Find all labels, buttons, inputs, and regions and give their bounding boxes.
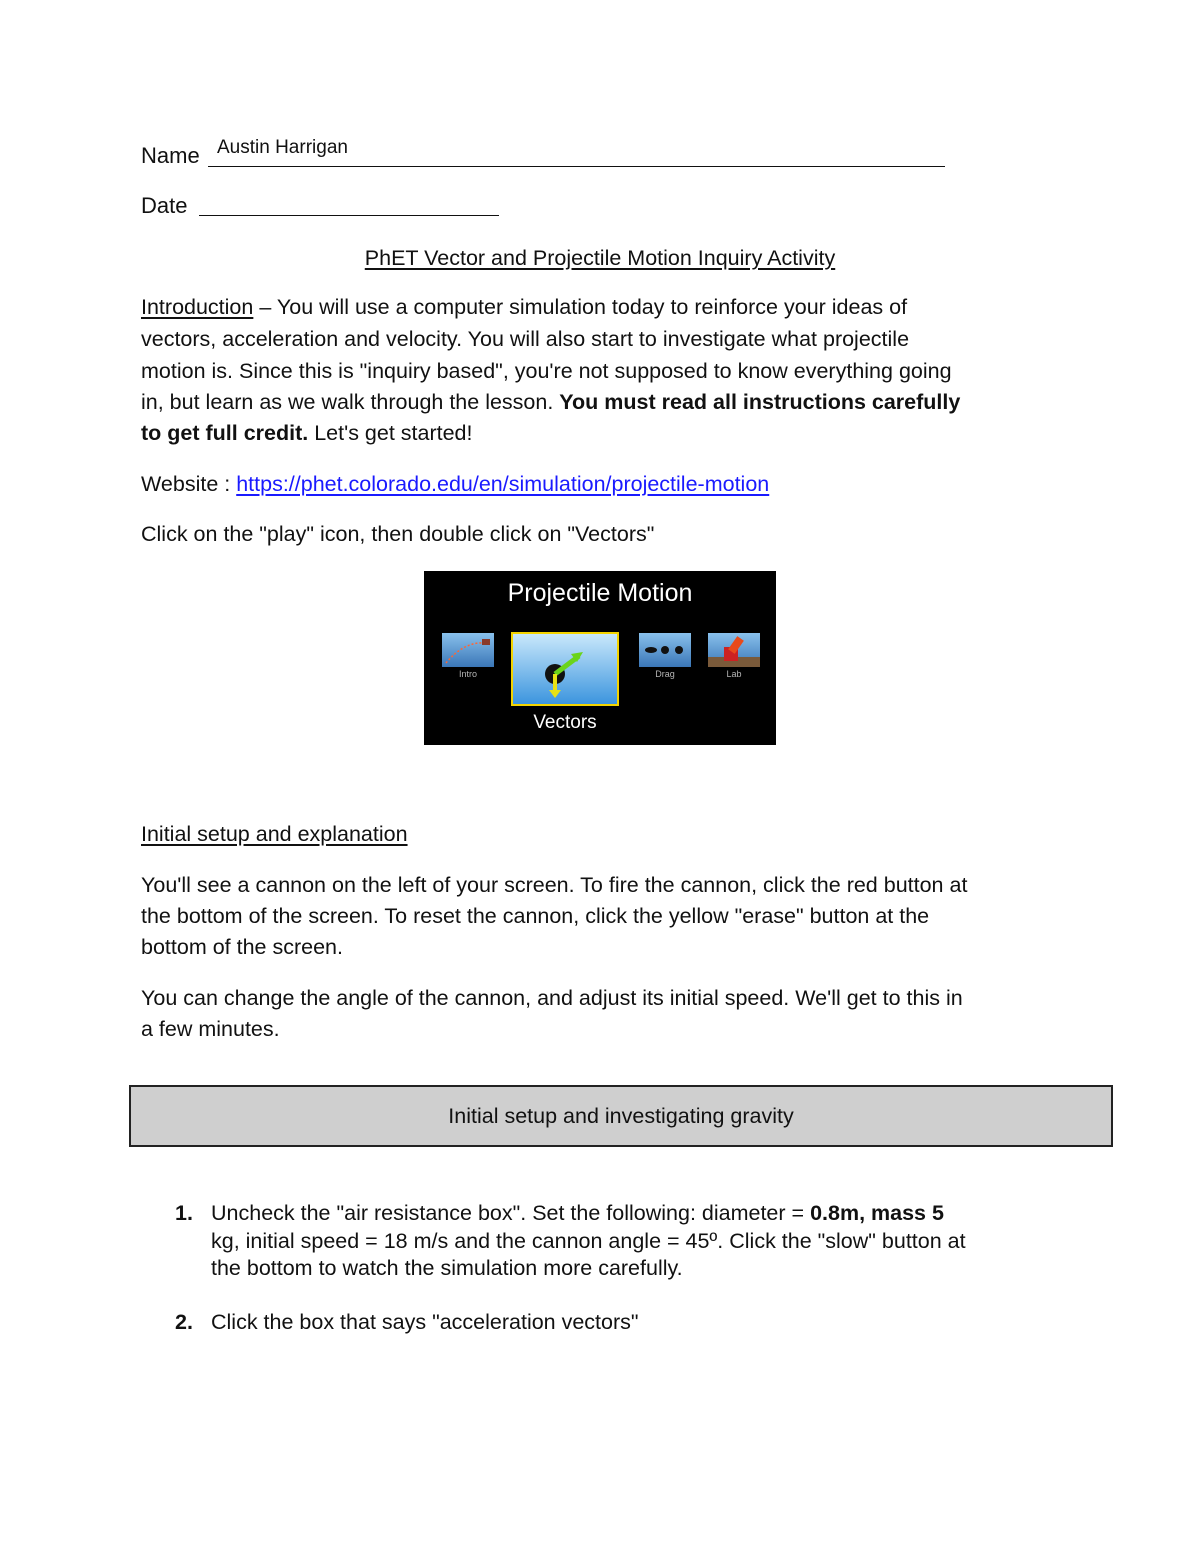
- intro-screen-label: Intro: [458, 669, 477, 679]
- click-instruction: Click on the "play" icon, then double click on "Vectors": [141, 522, 655, 546]
- step-2-line-1: Click the box that says "acceleration vectors": [211, 1310, 639, 1334]
- intro-line-1: Introduction – You will use a computer simulation today to reinforce your ideas of: [141, 295, 908, 319]
- name-underline: [208, 166, 945, 167]
- phet-screenshot: [424, 571, 776, 745]
- name-label: Name: [141, 143, 200, 168]
- intro-screen-thumbnail[interactable]: [442, 633, 494, 667]
- intro-line-3: motion is. Since this is "inquiry based", you're not supposed to know everything going: [141, 359, 952, 383]
- drag-screen-label: Drag: [655, 669, 675, 679]
- step-2-number: 2.: [175, 1310, 193, 1334]
- intro-line-4: in, but learn as we walk through the lesson. You must read all instructions carefully: [141, 390, 961, 414]
- intro-line-5: to get full credit. Let's get started!: [141, 421, 473, 445]
- step-1-line-2: kg, initial speed = 18 m/s and the cannon angle = 45º. Click the "slow" button at: [211, 1229, 966, 1253]
- step-1-line-1: Uncheck the "air resistance box". Set the following: diameter = 0.8m, mass 5: [211, 1201, 944, 1225]
- step-1-number: 1.: [175, 1201, 193, 1225]
- setup-p1-line-1: You'll see a cannon on the left of your screen. To fire the cannon, click the red button at: [141, 873, 968, 897]
- lab-screen-label: Lab: [726, 669, 742, 679]
- section-banner: Initial setup and investigating gravity: [129, 1085, 1113, 1147]
- vectors-screen-icon: [513, 634, 617, 704]
- date-label: Date: [141, 193, 188, 218]
- intro-line-2: vectors, acceleration and velocity. You will also start to investigate what projectile: [141, 327, 910, 351]
- step-1-line-3: the bottom to watch the simulation more carefully.: [211, 1256, 683, 1280]
- phet-title: Projectile Motion: [507, 579, 693, 607]
- drag-screen-icon: [639, 633, 691, 667]
- setup-p1-line-2: the bottom of the screen. To reset the cannon, click the yellow "erase" button at the: [141, 904, 930, 928]
- lab-screen-thumbnail[interactable]: [708, 633, 760, 667]
- setup-p1-line-3: bottom of the screen.: [141, 935, 343, 959]
- setup-p2-line-1: You can change the angle of the cannon, and adjust its initial speed. We'll get to this in: [141, 986, 963, 1010]
- vectors-screen-label: Vectors: [533, 712, 597, 733]
- intro-screen-icon: [442, 633, 494, 667]
- website-label: Website :: [141, 472, 237, 496]
- lab-screen-icon: [708, 633, 760, 667]
- date-underline[interactable]: [199, 215, 499, 216]
- drag-screen-thumbnail[interactable]: [639, 633, 691, 667]
- name-value[interactable]: Austin Harrigan: [217, 137, 348, 158]
- setup-heading: Initial setup and explanation: [141, 822, 408, 846]
- document-title: PhET Vector and Projectile Motion Inquiry Activity: [364, 246, 836, 270]
- intro-heading: Introduction: [141, 295, 254, 319]
- vectors-screen-thumbnail[interactable]: [511, 632, 619, 706]
- website-link[interactable]: https://phet.colorado.edu/en/simulation/projectile-motion: [236, 472, 770, 496]
- setup-p2-line-2: a few minutes.: [141, 1017, 280, 1041]
- website-line: [141, 472, 769, 497]
